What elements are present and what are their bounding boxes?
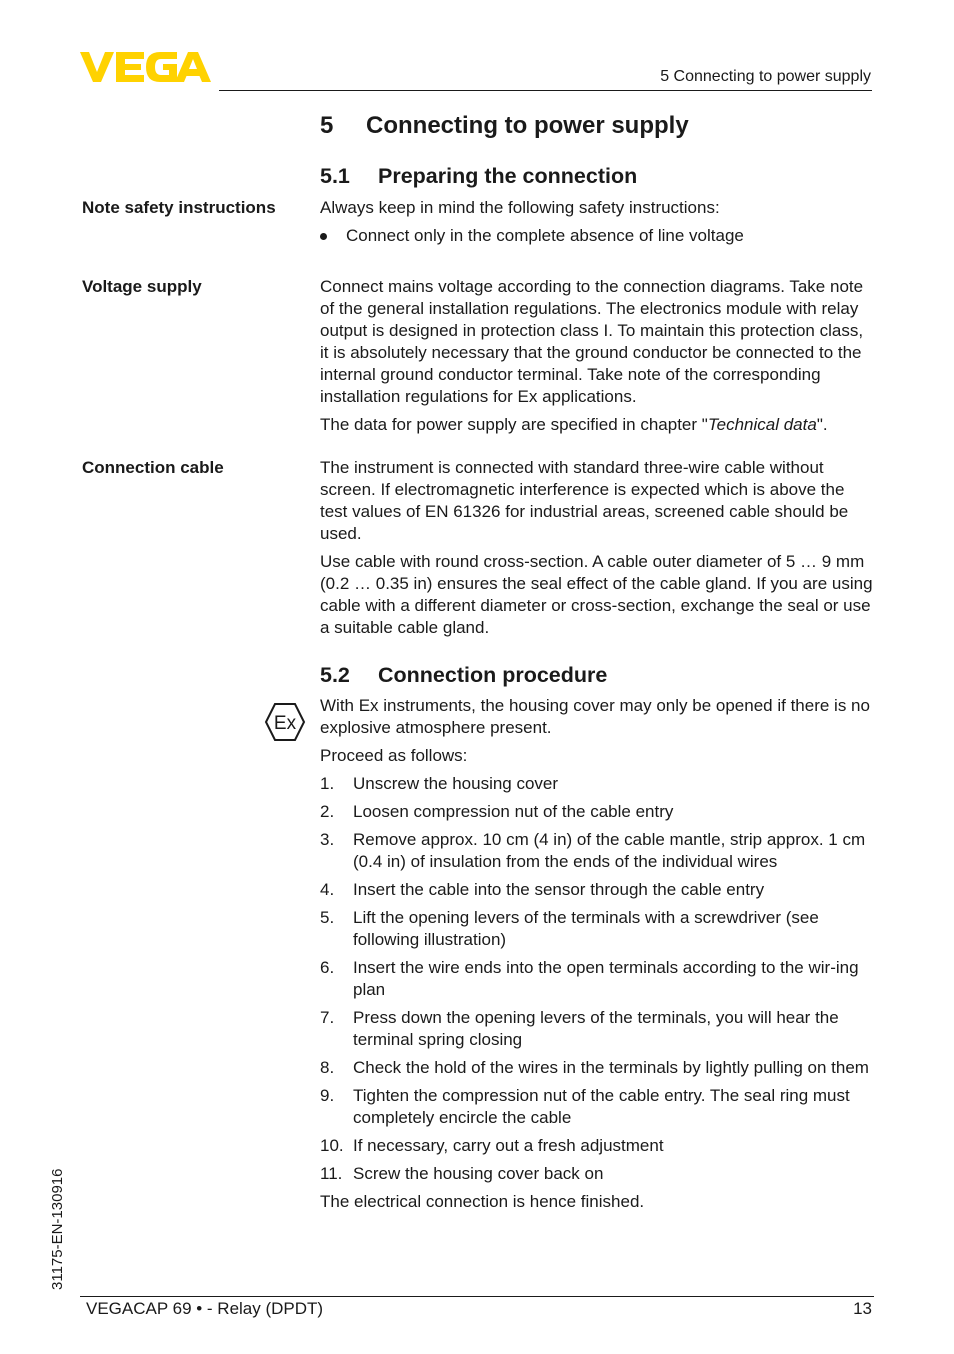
voltage-ref-suffix: ". xyxy=(816,415,828,434)
step-text: Insert the wire ends into the open terminals according to the wir-ing plan xyxy=(353,958,859,999)
procedure-step xyxy=(320,1057,876,1079)
voltage-ref-chapter: Technical data xyxy=(707,415,817,434)
safety-bullet-text: Connect only in the complete absence of line voltage xyxy=(346,226,744,245)
vega-logo xyxy=(80,50,212,89)
step-number: 3. xyxy=(320,830,335,849)
cable-text-2: Use cable with round cross-section. A cable outer diameter of 5 … 9 mm (0.2 … 0.35 in) ensures the seal effect of the cable gland. If you are using cable with a different diameter or cross-section, exchange the seal or use a suitable cable gland. xyxy=(320,552,873,637)
voltage-reference xyxy=(320,414,876,436)
vega-logo-icon xyxy=(80,50,212,84)
side-label-cable: Connection cable xyxy=(82,458,224,477)
bullet-icon xyxy=(320,233,327,240)
footer-product: VEGACAP 69 • - Relay (DPDT) xyxy=(86,1299,324,1318)
running-title: 5 Connecting to power supply xyxy=(660,68,871,85)
side-label-safety: Note safety instructions xyxy=(82,198,276,217)
chapter-number: 5 xyxy=(320,112,334,139)
safety-bullet xyxy=(320,225,876,247)
cable-block xyxy=(320,457,876,645)
step-text: Loosen compression nut of the cable entry xyxy=(353,802,674,821)
procedure-step xyxy=(320,879,876,901)
step-number: 8. xyxy=(320,1058,335,1077)
voltage-ref-prefix: The data for power supply are specified in chapter " xyxy=(320,415,708,434)
step-number: 10. xyxy=(320,1136,344,1155)
procedure-block xyxy=(320,695,876,1219)
step-number: 9. xyxy=(320,1086,335,1105)
svg-text:Ex: Ex xyxy=(273,713,297,734)
step-number: 7. xyxy=(320,1008,335,1027)
step-text: Remove approx. 10 cm (4 in) of the cable mantle, strip approx. 1 cm (0.4 in) of insulation from the ends of the individual wires xyxy=(353,830,866,871)
proceed-intro: Proceed as follows: xyxy=(320,746,468,765)
procedure-step xyxy=(320,773,876,795)
step-number: 2. xyxy=(320,802,335,821)
section-title: Preparing the connection xyxy=(378,164,638,188)
step-number: 11. xyxy=(320,1164,343,1183)
safety-block xyxy=(320,197,876,253)
ex-protection-icon xyxy=(264,702,306,747)
step-text: Screw the housing cover back on xyxy=(353,1164,604,1183)
closing-text: The electrical connection is hence finished. xyxy=(320,1192,645,1211)
cable-text-1: The instrument is connected with standard three-wire cable without screen. If electromagnetic interference is expected which is above the test values of EN 61326 for industrial areas, screened cable should be used. xyxy=(320,458,849,543)
procedure-step xyxy=(320,1135,876,1157)
procedure-step xyxy=(320,1085,876,1129)
header-divider xyxy=(219,90,872,91)
chapter-title-text: Connecting to power supply xyxy=(366,112,689,139)
step-text: If necessary, carry out a fresh adjustment xyxy=(353,1136,664,1155)
procedure-steps xyxy=(320,773,876,1185)
page-number: 13 xyxy=(853,1299,872,1318)
chapter-title xyxy=(320,112,689,140)
ex-warning: With Ex instruments, the housing cover may only be opened if there is no explosive atmosphere present. xyxy=(320,696,870,737)
step-text: Insert the cable into the sensor through the cable entry xyxy=(353,880,765,899)
procedure-step xyxy=(320,957,876,1001)
step-number: 5. xyxy=(320,908,335,927)
section-5-2-heading xyxy=(320,663,607,688)
section-5-1-heading xyxy=(320,164,637,189)
step-number: 4. xyxy=(320,880,335,899)
document-code: 31175-EN-130916 xyxy=(49,1168,66,1290)
step-text: Tighten the compression nut of the cable entry. The seal ring must completely encircle the cable xyxy=(353,1086,850,1127)
procedure-step xyxy=(320,829,876,873)
section-number: 5.1 xyxy=(320,164,350,188)
section-number: 5.2 xyxy=(320,663,350,687)
procedure-step xyxy=(320,801,876,823)
safety-intro: Always keep in mind the following safety instructions: xyxy=(320,198,720,217)
step-text: Press down the opening levers of the terminals, you will hear the terminal spring closing xyxy=(353,1008,839,1049)
voltage-block xyxy=(320,276,876,442)
side-label-voltage: Voltage supply xyxy=(82,277,202,296)
procedure-step xyxy=(320,907,876,951)
procedure-step xyxy=(320,1163,876,1185)
step-text: Check the hold of the wires in the terminals by lightly pulling on them xyxy=(353,1058,869,1077)
step-text: Lift the opening levers of the terminals with a screwdriver (see following illustration) xyxy=(353,908,819,949)
step-text: Unscrew the housing cover xyxy=(353,774,559,793)
section-title: Connection procedure xyxy=(378,663,608,687)
voltage-text: Connect mains voltage according to the connection diagrams. Take note of the general installation regulations. The electronics module with relay output is designed in protection class I. To maintain this protection class, it is absolutely necessary that the ground conductor be connected to the internal ground conductor terminal. Take note of the corresponding installation regulations for Ex applications. xyxy=(320,277,864,406)
procedure-step xyxy=(320,1007,876,1051)
footer-divider xyxy=(80,1296,874,1297)
step-number: 1. xyxy=(320,774,335,793)
step-number: 6. xyxy=(320,958,335,977)
